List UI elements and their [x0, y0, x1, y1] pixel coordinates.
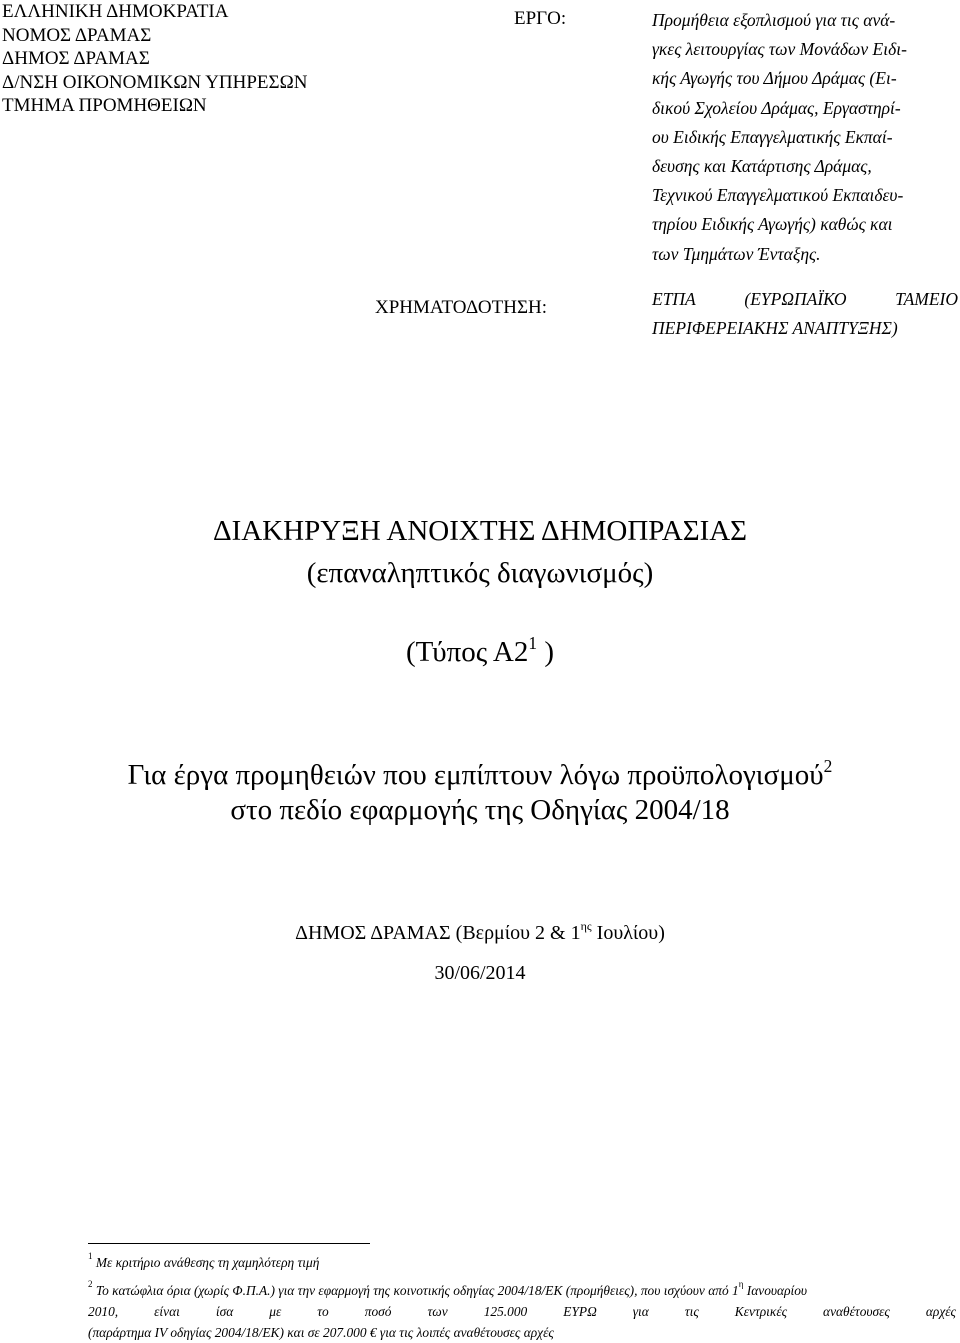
- project-line: ου Ειδικής Επαγγελματικής Εκπαί-: [652, 126, 893, 147]
- footnote-text-2b: Ιανουαρίου: [743, 1283, 808, 1298]
- fn-word: ίσα: [215, 1304, 234, 1319]
- fn-word: τις: [684, 1304, 699, 1319]
- funding-word: ΕΤΠΑ: [652, 289, 696, 309]
- issuer-header: [2, 0, 362, 118]
- address-text: ΔΗΜΟΣ ΔΡΑΜΑΣ (Βερμίου 2 & 1: [295, 922, 581, 944]
- fn-word: με: [269, 1304, 282, 1319]
- footnote-mark-2: 2: [88, 1278, 93, 1289]
- project-line: γκες λειτουργίας των Μονάδων Ειδι-: [652, 39, 907, 60]
- header-line-municipality: ΔΗΜΟΣ ΔΡΑΜΑΣ: [2, 48, 150, 70]
- tender-type: [0, 632, 960, 669]
- project-line: δικού Σχολείου Δράμας, Εργαστηρί-: [652, 97, 901, 118]
- fn-word: Κεντρικές: [734, 1304, 788, 1319]
- header-line-directorate: Δ/ΝΣΗ ΟΙΚΟΝΟΜΙΚΩΝ ΥΠΗΡΕΣΩΝ: [2, 71, 308, 93]
- address-street: Ιουλίου): [591, 922, 665, 944]
- fn-word: ΕΥΡΩ: [563, 1304, 597, 1319]
- fn-word: 2010,: [88, 1304, 119, 1319]
- scope-line-1: [0, 755, 960, 792]
- scope-text-1: Για έργα προμηθειών που εμπίπτουν λόγω προϋπολογισμού: [127, 759, 824, 791]
- fn-word: το: [317, 1304, 329, 1319]
- footnote-separator: [88, 1243, 370, 1244]
- funding-line-1: [652, 285, 958, 314]
- fn-word: αρχές: [925, 1304, 956, 1319]
- footnote-ref-2: 2: [823, 755, 833, 776]
- project-line: δευσης και Κατάρτισης Δράμας,: [652, 156, 872, 177]
- footnote-2-line-2: [88, 1301, 956, 1322]
- fn-word: 125.000: [483, 1304, 528, 1319]
- footnote-ref-1: 1: [528, 632, 538, 653]
- project-label: ΕΡΓΟ:: [514, 8, 567, 29]
- document-subtitle: (επαναληπτικός διαγωνισμός): [306, 557, 654, 589]
- municipality-address: [0, 920, 960, 946]
- header-line-prefecture: ΝΟΜΟΣ ΔΡΑΜΑΣ: [2, 24, 152, 46]
- footnote-mark-1: 1: [88, 1250, 93, 1261]
- fn-word: είναι: [154, 1304, 180, 1319]
- project-line: Τεχνικού Επαγγελματικού Εκπαιδευ-: [652, 185, 904, 206]
- fn-word: των: [427, 1304, 448, 1319]
- funding-label: ΧΡΗΜΑΤΟΔΟΤΗΣΗ:: [375, 297, 548, 318]
- header-line-republic: ΕΛΛΗΝΙΚΗ ΔΗΜΟΚΡΑΤΙΑ: [2, 1, 229, 22]
- project-description: [652, 6, 958, 269]
- tender-type-text: (Τύπος Α2: [406, 636, 529, 668]
- document-title: ΔΙΑΚΗΡΥΞΗ ΑΝΟΙΧΤΗΣ ΔΗΜΟΠΡΑΣΙΑΣ: [212, 515, 748, 547]
- funding-word: ΤΑΜΕΙΟ: [895, 289, 958, 309]
- footnote-ordinal: η: [738, 1278, 744, 1289]
- footnote-text-2a: Το κατώφλια όρια (χωρίς Φ.Π.Α.) για την εφαρμογή της κοινοτικής οδηγίας 2004/18/ΕΚ (προμήθειες), που ισχύουν από 1: [95, 1283, 739, 1298]
- funding-line-2: ΠΕΡΙΦΕΡΕΙΑΚΗΣ ΑΝΑΠΤΥΞΗΣ): [652, 318, 898, 338]
- footnote-1: [88, 1252, 956, 1273]
- fn-word: αναθέτουσες: [823, 1304, 890, 1319]
- project-line: κής Αγωγής του Δήμου Δράμας (Ει-: [652, 68, 897, 89]
- document-date: 30/06/2014: [434, 962, 526, 984]
- tender-type-close: ): [537, 636, 554, 668]
- fn-word: ποσό: [364, 1304, 392, 1319]
- funding-description: [652, 285, 958, 343]
- fn-word: για: [632, 1304, 649, 1319]
- footnote-2-line-1: [88, 1280, 956, 1301]
- scope-line-2: στο πεδίο εφαρμογής της Οδηγίας 2004/18: [230, 794, 730, 826]
- funding-word: (ΕΥΡΩΠΑΪΚΟ: [744, 289, 847, 309]
- footnote-text-1: Με κριτήριο ανάθεσης τη χαμηλότερη τιμή: [95, 1255, 320, 1270]
- header-line-department: ΤΜΗΜΑ ΠΡΟΜΗΘΕΙΩΝ: [2, 95, 207, 117]
- project-line: των Τμημάτων Ένταξης.: [652, 243, 821, 264]
- project-line: τηρίου Ειδικής Αγωγής) καθώς και: [652, 214, 893, 235]
- address-ordinal: ης: [580, 919, 592, 934]
- footnotes: [88, 1252, 956, 1343]
- project-line: Προμήθεια εξοπλισμού για τις ανά-: [652, 10, 896, 30]
- footnote-2-line-3: (παράρτημα IV οδηγίας 2004/18/ΕΚ) και σε 207.000 € για τις λοιπές αναθέτουσες αρχές: [88, 1325, 554, 1340]
